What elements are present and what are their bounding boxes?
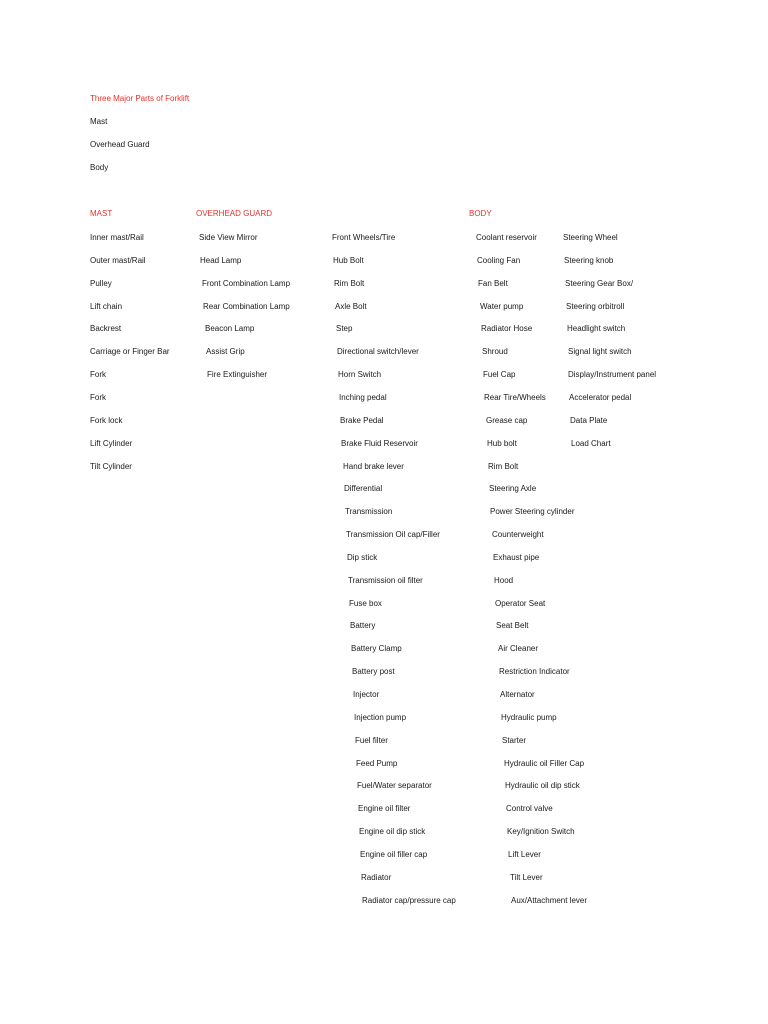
list-item: Feed Pump: [356, 759, 398, 768]
list-item: Inner mast/Rail: [90, 233, 144, 242]
list-item: Horn Switch: [338, 370, 382, 379]
list-item: Lift Lever: [508, 850, 541, 859]
list-item: Tilt Cylinder: [90, 462, 132, 471]
list-item: Radiator Hose: [481, 324, 533, 333]
list-item: Hydraulic pump: [501, 713, 557, 722]
list-item: Control valve: [506, 804, 553, 813]
list-item: Shroud: [482, 347, 508, 356]
list-item: Steering Wheel: [563, 233, 618, 242]
list-item: Signal light switch: [568, 347, 632, 356]
list-item: Key/Ignition Switch: [507, 827, 575, 836]
list-item: Steering orbitroll: [566, 302, 625, 311]
list-item: Injector: [353, 690, 380, 699]
list-item: Counterweight: [492, 530, 544, 539]
list-item: Hydraulic oil Filler Cap: [504, 759, 585, 768]
list-item: Assist Grip: [206, 347, 245, 356]
list-item: Hub Bolt: [333, 256, 364, 265]
intro-part-overhead-guard: Overhead Guard: [90, 140, 150, 149]
list-item: Head Lamp: [200, 256, 242, 265]
list-item: Grease cap: [486, 416, 528, 425]
list-item: Fuel Cap: [483, 370, 516, 379]
list-item: Fire Extinguisher: [207, 370, 268, 379]
list-item: Side View Mirror: [199, 233, 258, 242]
list-item: Load Chart: [571, 439, 611, 448]
list-item: Steering Gear Box/: [565, 279, 634, 288]
list-item: Lift Cylinder: [90, 439, 133, 448]
list-item: Accelerator pedal: [569, 393, 632, 402]
list-item: Tilt Lever: [510, 873, 543, 882]
list-item: Fuel/Water separator: [357, 781, 432, 790]
list-item: Carriage or Finger Bar: [90, 347, 170, 356]
list-item: Transmission oil filter: [348, 576, 423, 585]
list-item: Fuel filter: [355, 736, 388, 745]
list-item: Radiator cap/pressure cap: [362, 896, 456, 905]
list-item: Inching pedal: [339, 393, 387, 402]
list-item: Rim Bolt: [488, 462, 519, 471]
list-item: Front Combination Lamp: [202, 279, 291, 288]
list-item: Pulley: [90, 279, 112, 288]
mast-header: MAST: [90, 209, 113, 218]
list-item: Power Steering cylinder: [490, 507, 575, 516]
list-item: Front Wheels/Tire: [332, 233, 396, 242]
list-item: Fuse box: [349, 599, 382, 608]
body-header: BODY: [469, 209, 492, 218]
list-item: Cooling Fan: [477, 256, 521, 265]
list-item: Differential: [344, 484, 383, 493]
list-item: Engine oil filter: [358, 804, 411, 813]
list-item: Battery: [350, 621, 376, 630]
list-item: Hydraulic oil dip stick: [505, 781, 580, 790]
list-item: Backrest: [90, 324, 122, 333]
list-item: Hub bolt: [487, 439, 517, 448]
list-item: Coolant reservoir: [476, 233, 537, 242]
list-item: Steering Axle: [489, 484, 537, 493]
list-item: Fork: [90, 393, 106, 402]
list-item: Display/Instrument panel: [568, 370, 657, 379]
list-item: Seat Belt: [496, 621, 529, 630]
list-item: Injection pump: [354, 713, 407, 722]
list-item: Axle Bolt: [335, 302, 367, 311]
list-item: Fork: [90, 370, 106, 379]
list-item: Aux/Attachment lever: [511, 896, 588, 905]
list-item: Battery Clamp: [351, 644, 402, 653]
list-item: Beacon Lamp: [205, 324, 255, 333]
list-item: Steering knob: [564, 256, 614, 265]
list-item: Rear Combination Lamp: [203, 302, 290, 311]
list-item: Rim Bolt: [334, 279, 365, 288]
list-item: Alternator: [500, 690, 535, 699]
list-item: Water pump: [480, 302, 524, 311]
list-item: Operator Seat: [495, 599, 546, 608]
list-item: Fork lock: [90, 416, 123, 425]
list-item: Brake Pedal: [340, 416, 384, 425]
list-item: Hand brake lever: [343, 462, 404, 471]
list-item: Radiator: [361, 873, 392, 882]
list-item: Directional switch/lever: [337, 347, 419, 356]
list-item: Transmission: [345, 507, 393, 516]
intro-heading: Three Major Parts of Forklift: [90, 94, 190, 103]
list-item: Engine oil dip stick: [359, 827, 426, 836]
intro-part-body: Body: [90, 163, 109, 172]
intro-part-mast: Mast: [90, 117, 108, 126]
overhead-guard-header: OVERHEAD GUARD: [196, 209, 273, 218]
list-item: Fan Belt: [478, 279, 508, 288]
list-item: Rear Tire/Wheels: [484, 393, 546, 402]
list-item: Air Cleaner: [498, 644, 539, 653]
list-item: Restriction Indicator: [499, 667, 570, 676]
list-item: Hood: [494, 576, 514, 585]
list-item: Engine oil filler cap: [360, 850, 428, 859]
list-item: Outer mast/Rail: [90, 256, 146, 265]
list-item: Lift chain: [90, 302, 123, 311]
list-item: Dip stick: [347, 553, 378, 562]
list-item: Exhaust pipe: [493, 553, 540, 562]
list-item: Starter: [502, 736, 527, 745]
list-item: Brake Fluid Reservoir: [341, 439, 418, 448]
list-item: Data Plate: [570, 416, 608, 425]
list-item: Headlight switch: [567, 324, 626, 333]
list-item: Step: [336, 324, 353, 333]
list-item: Transmission Oil cap/Filler: [346, 530, 440, 539]
list-item: Battery post: [352, 667, 395, 676]
